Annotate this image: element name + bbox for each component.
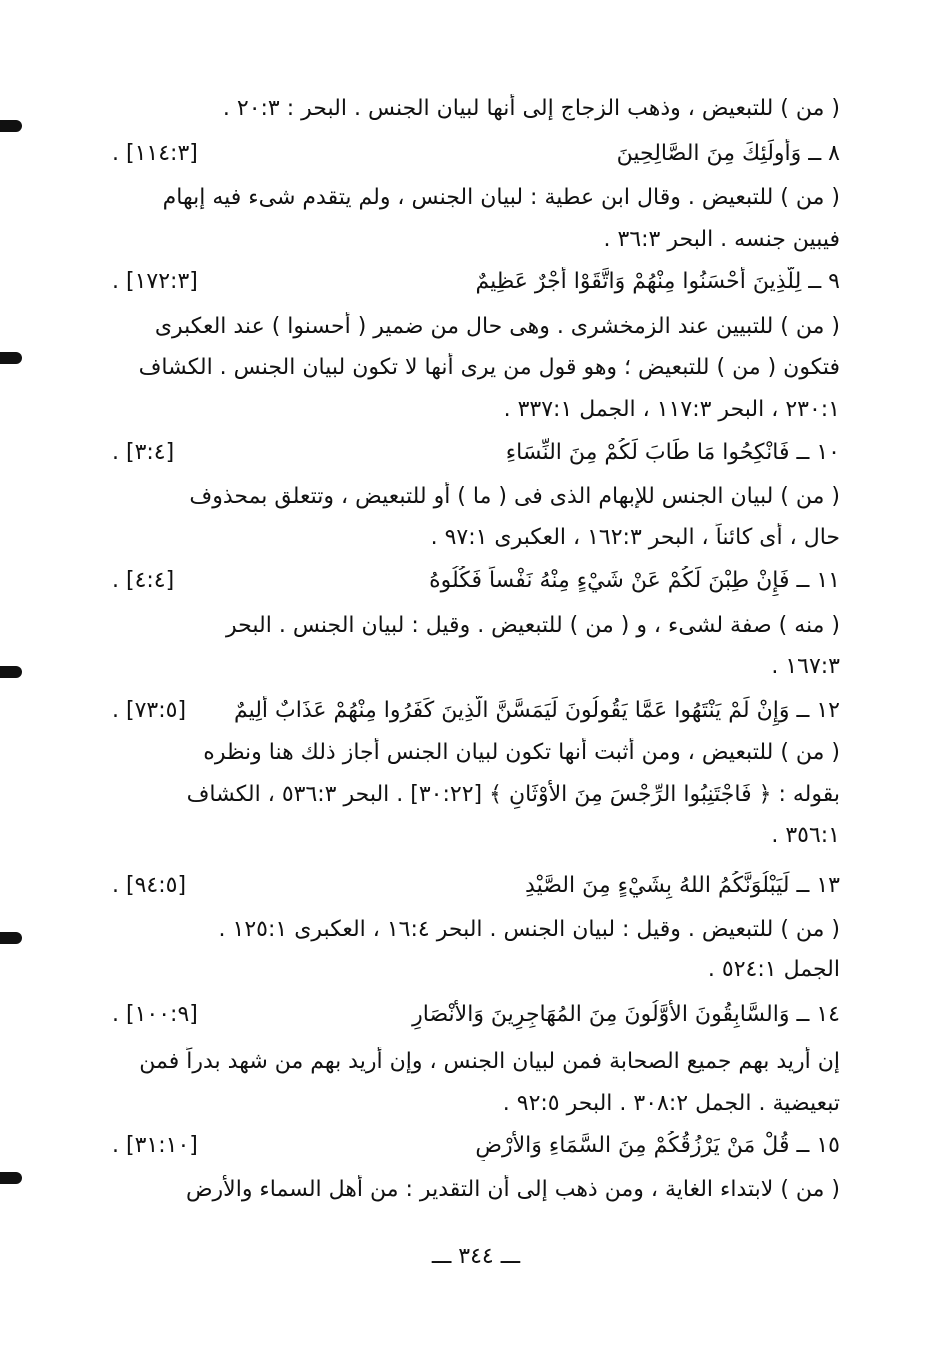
- verse-reference: [٩٤:٥] .: [112, 873, 187, 898]
- text-line: بقوله : ﴿ فَاجْتَنِبُوا الرِّجْسَ مِنَ الأَوْثَانِ ﴾ [٣٠:٢٢] . البحر ٥٣٦:٣ ، الكشاف: [186, 782, 840, 807]
- text-line: فيبين جنسه . البحر ٣٦:٣ .: [603, 227, 840, 252]
- verse-line: [112, 267, 840, 297]
- verse-line: [112, 566, 840, 596]
- verse-text: ١٣ ــ لَيَبْلُوَنَّكُمُ اللهُ بِشَيْءٍ مِنَ الصَّيْدِ: [525, 873, 840, 898]
- margin-mark: [0, 120, 22, 132]
- verse-reference: [٣١:١٠] .: [112, 1133, 198, 1158]
- verse-line: [112, 1000, 840, 1030]
- verse-line: [112, 139, 840, 169]
- verse-text: ١٤ ــ وَالسَّابِقُونَ الأَوَّلُونَ مِنَ المُهَاجِرِينَ وَالأَنْصَارِ: [412, 1002, 840, 1027]
- text-line: ( من ) لابتداء الغاية ، ومن ذهب إلى أن التقدير : من أهل السماء والأرض: [185, 1177, 840, 1202]
- text-line: ( من ) للتبيين عند الزمخشرى . وهى حال من ضمير ( أحسنوا ) عند العكبرى: [154, 314, 840, 339]
- verse-line: [112, 696, 840, 726]
- margin-mark: [0, 666, 22, 678]
- margin-mark: [0, 352, 22, 364]
- text-line: الجمل ٥٢٤:١ .: [707, 957, 840, 982]
- verse-text: ١١ ــ فَإِنْ طِبْنَ لَكُمْ عَنْ شَيْءٍ مِنْهُ نَفْساً فَكُلُوهُ: [429, 568, 840, 593]
- text-line: ( من ) لبيان الجنس للإبهام الذى فى ( ما ) أو للتبعيض ، وتتعلق بمحذوف: [189, 484, 840, 509]
- verse-reference: [١١٤:٣] .: [112, 141, 198, 166]
- text-line: ٣٥٦:١ .: [771, 823, 840, 848]
- margin-mark: [0, 1172, 22, 1184]
- verse-text: ٩ ــ لِلَّذِينَ أَحْسَنُوا مِنْهُمْ وَاتَّقَوْا أَجْرٌ عَظِيمٌ: [475, 269, 840, 294]
- verse-reference: [٣:٤] .: [112, 440, 175, 465]
- text-line: ( من ) للتبعيض . وقيل : لبيان الجنس . البحر ١٦:٤ ، العكبرى ١٢٥:١ .: [218, 917, 840, 942]
- verse-line: [112, 1131, 840, 1161]
- text-line: ( منه ) صفة لشىء ، و ( من ) للتبعيض . وقيل : لبيان الجنس . البحر: [226, 613, 840, 638]
- verse-line: [112, 871, 840, 901]
- page-number: ـــ ٣٤٤ ـــ: [431, 1244, 521, 1269]
- verse-text: ١٠ ــ فَانْكِحُوا مَا طَابَ لَكُمْ مِنَ النِّسَاءِ: [505, 440, 840, 465]
- verse-line: [112, 438, 840, 468]
- text-line: ( من ) للتبعيض ، ومن أثبت أنها تكون لبيان الجنس أجاز ذلك هنا ونظره: [203, 740, 840, 765]
- margin-mark: [0, 932, 22, 944]
- verse-reference: [٤:٤] .: [112, 568, 175, 593]
- verse-text: ١٥ ــ قُلْ مَنْ يَرْزُقُكُمْ مِنَ السَّمَاءِ وَالأَرْضِ: [475, 1133, 840, 1158]
- text-line: تبعيضية . الجمل ٣٠٨:٢ . البحر ٩٢:٥ .: [502, 1091, 840, 1116]
- verse-text: ٨ ــ وَأُولَئِكَ مِنَ الصَّالِحِينَ: [616, 141, 840, 166]
- verse-reference: [٧٣:٥] .: [112, 698, 187, 723]
- text-line: فتكون ( من ) للتبعيض ؛ وهو قول من يرى أنها لا تكون لبيان الجنس . الكشاف: [138, 355, 840, 380]
- text-line: ( من ) للتبعيض . وقال ابن عطية : لبيان الجنس ، ولم يتقدم شىء فيه إبهام: [162, 185, 840, 210]
- verse-reference: [١٧٢:٣] .: [112, 269, 198, 294]
- text-line: حال ، أى كائناً ، البحر ١٦٢:٣ ، العكبرى ٩٧:١ .: [430, 525, 840, 550]
- verse-reference: [١٠٠:٩] .: [112, 1002, 198, 1027]
- text-line: ١٦٧:٣ .: [771, 654, 840, 679]
- text-line: ( من ) للتبعيض ، وذهب الزجاج إلى أنها لبيان الجنس . البحر : ٢٠:٣ .: [222, 96, 840, 121]
- text-line: ٢٣٠:١ ، البحر ١١٧:٣ ، الجمل ٣٣٧:١ .: [503, 397, 840, 422]
- verse-text: ١٢ ــ وَإِنْ لَمْ يَنْتَهُوا عَمَّا يَقُولُونَ لَيَمَسَّنَّ الَّذِينَ كَفَرُوا مِنْهُمْ عَذَابٌ أَلِيمٌ: [233, 698, 840, 723]
- text-line: إن أريد بهم جميع الصحابة فمن لبيان الجنس ، وإن أريد بهم من شهد بدراً فمن: [139, 1049, 840, 1074]
